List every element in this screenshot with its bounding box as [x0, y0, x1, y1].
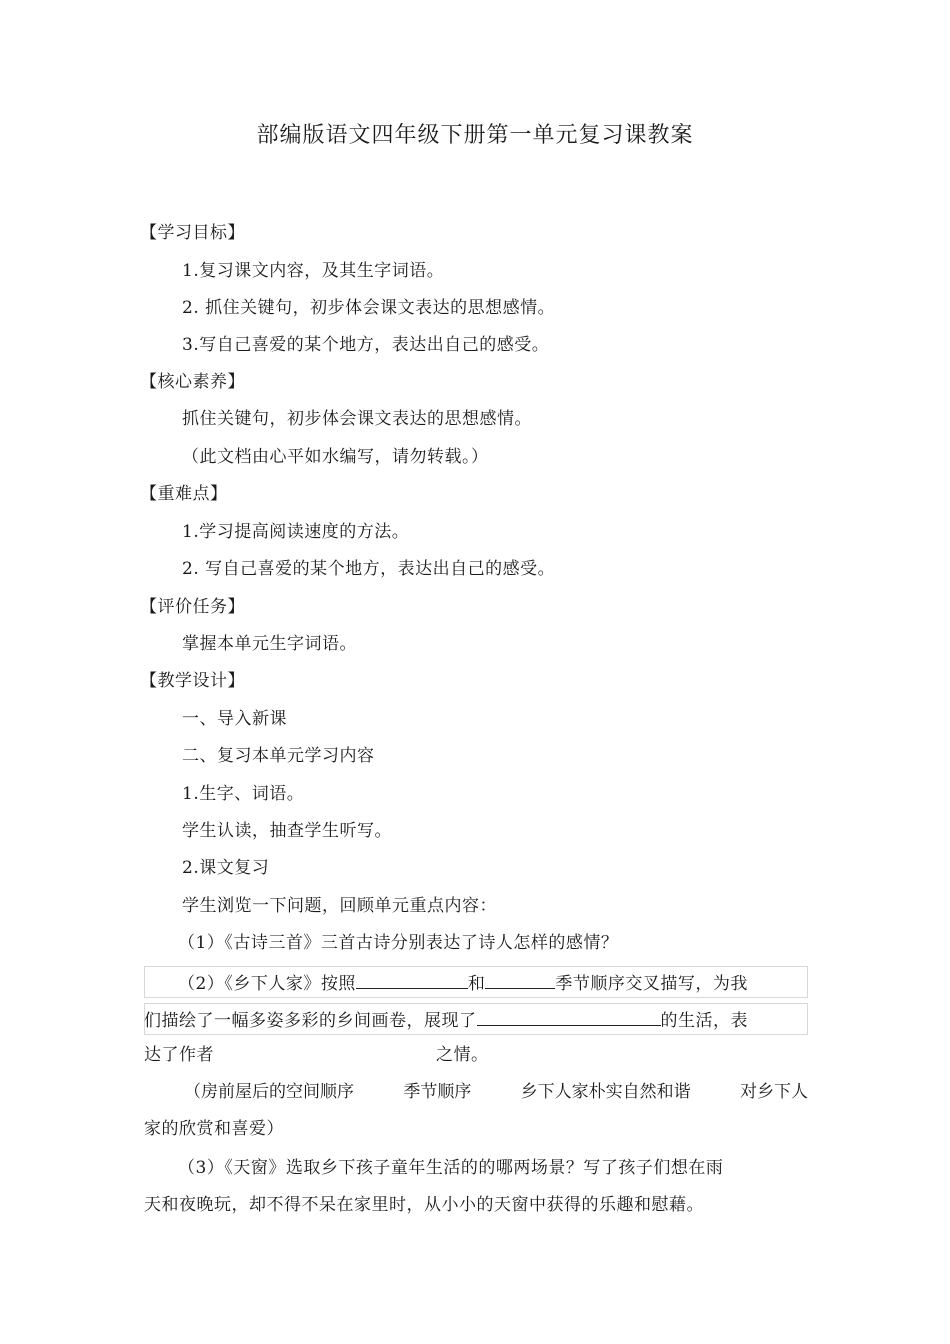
answer-part: 乡下人家朴实自然和谐	[520, 1082, 691, 1102]
question-2-line1	[178, 970, 748, 995]
objective-item: 2. 抓住关键句，初步体会课文表达的思想感情。	[182, 298, 556, 318]
objective-item: 3.写自己喜爱的某个地方，表达出自己的感受。	[182, 335, 550, 355]
q2-text-a: （2）《乡下人家》按照	[178, 974, 356, 994]
q2-text-c: 季节顺序交叉描写，为我	[555, 974, 748, 994]
q2-text-e: 的生活，表	[660, 1011, 748, 1031]
q2-text-b: 和	[467, 974, 486, 994]
question-2-line2	[144, 1007, 748, 1032]
section-header-core: 【核心素养】	[140, 372, 245, 392]
section-header-design: 【教学设计】	[140, 671, 245, 691]
q2-text-d: 们描绘了一幅多姿多彩的乡间画卷，展现了	[144, 1011, 477, 1031]
evaluation-item: 掌握本单元生字词语。	[182, 634, 357, 654]
design-item: 1.生字、词语。	[182, 784, 305, 804]
q2-text-f: 达了作者	[144, 1045, 214, 1065]
section-header-difficulty: 【重难点】	[140, 484, 228, 504]
fill-blank	[485, 970, 555, 989]
copyright-note: （此文档由心平如水编写，请勿转载。）	[182, 447, 489, 467]
objective-item: 1.复习课文内容，及其生字词语。	[182, 261, 445, 281]
design-item: 学生浏览一下问题，回顾单元重点内容：	[182, 896, 497, 916]
design-item: 2.课文复习	[182, 858, 270, 878]
difficulty-item: 2. 写自己喜爱的某个地方，表达出自己的感受。	[182, 559, 556, 579]
answer-part: 季节顺序	[403, 1082, 472, 1102]
difficulty-item: 1.学习提高阅读速度的方法。	[182, 522, 410, 542]
answer-part: （房前屋后的空间顺序	[184, 1082, 354, 1102]
section-header-objectives: 【学习目标】	[140, 223, 245, 243]
document-title: 部编版语文四年级下册第一单元复习课教案	[256, 123, 694, 148]
design-item: 一、导入新课	[182, 709, 287, 729]
core-item: 抓住关键句，初步体会课文表达的思想感情。	[182, 409, 532, 429]
answer-part: 对乡下人	[739, 1082, 808, 1102]
answer-line1	[184, 1081, 808, 1103]
question-3-line2: 天和夜晚玩，却不得不呆在家里时，从小小的天窗中获得的乐趣和慰藉。	[144, 1195, 704, 1215]
q2-text-g: 之情。	[436, 1045, 489, 1065]
question-3-line1: （3）《天窗》选取乡下孩子童年生活的的哪两场景？写了孩子们想在雨	[178, 1158, 724, 1178]
section-header-evaluation: 【评价任务】	[140, 597, 245, 617]
fill-blank	[477, 1007, 661, 1026]
fill-blank	[356, 970, 468, 989]
design-item: 二、复习本单元学习内容	[182, 746, 375, 766]
design-item: 学生认读，抽查学生听写。	[182, 821, 392, 841]
answer-line2: 家的欣赏和喜爱）	[144, 1119, 284, 1139]
question-2-line3	[144, 1044, 489, 1066]
question-1: （1）《古诗三首》三首古诗分别表达了诗人怎样的感情？	[178, 933, 619, 953]
